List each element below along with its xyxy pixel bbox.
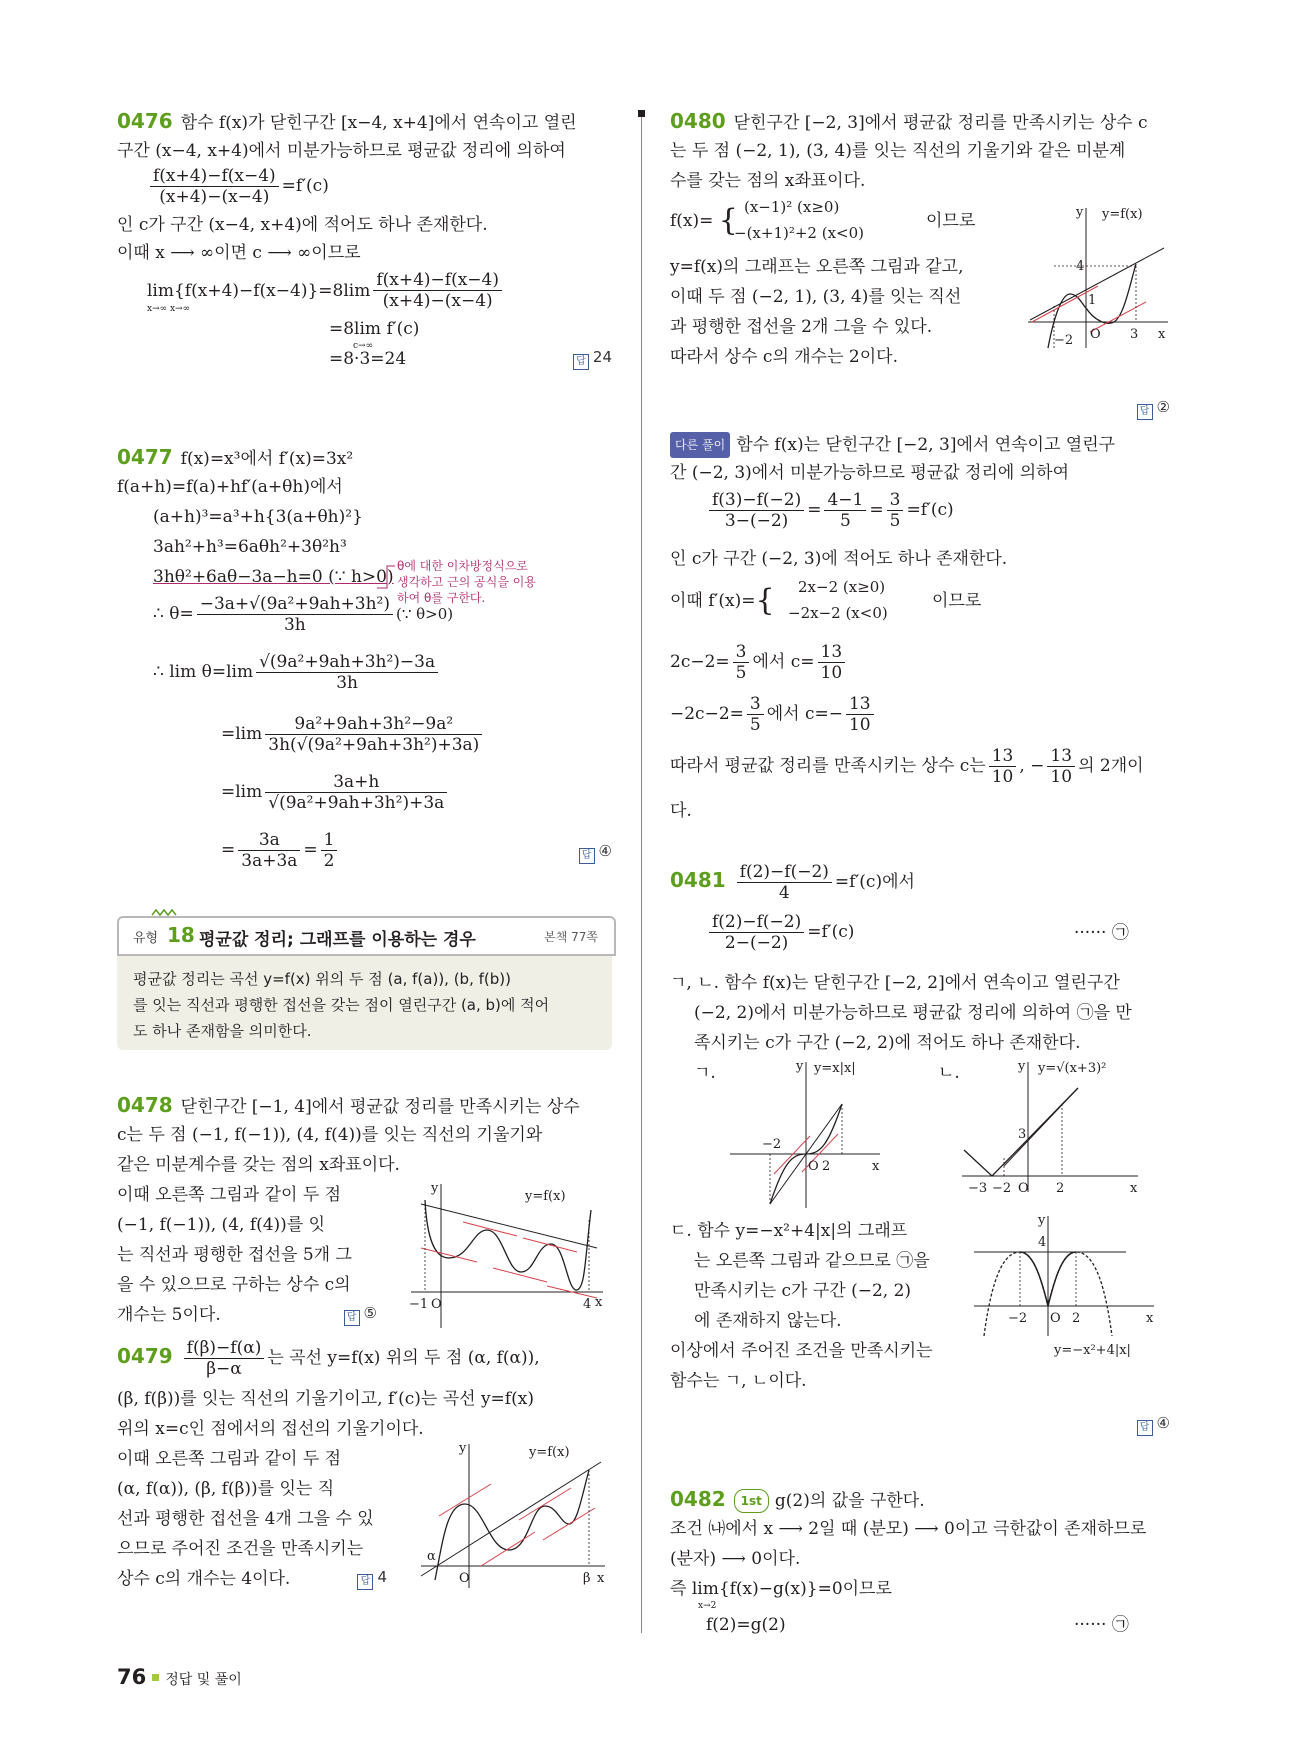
fraction (373, 270, 502, 311)
numerator: f(x+4)−f(x−4) (150, 166, 279, 187)
denominator: 3a+3a (241, 851, 298, 871)
problem-number: 0477 (117, 445, 173, 469)
square-icon (152, 1674, 159, 1681)
fraction (747, 694, 764, 735)
p0481-line7: 는 오른쪽 그림과 같으므로 ㉠을 (694, 1251, 930, 1271)
text: lim{f(x+4)−f(x−4)}=8lim (147, 280, 371, 301)
fraction (709, 912, 804, 953)
fraction (824, 490, 866, 531)
answer-0476 (573, 348, 612, 370)
text: 이므로 (926, 211, 976, 231)
text: 에서 c=− (766, 704, 843, 724)
fraction (709, 490, 804, 531)
graph-0480 (1026, 204, 1170, 350)
tick-label: 4 (1038, 1235, 1047, 1250)
origin-label: O (1018, 1181, 1029, 1194)
text: =f′(c) (281, 176, 329, 196)
numerator: 3 (733, 642, 750, 663)
subscript: x→2 (698, 1601, 717, 1611)
type-body (117, 956, 612, 1050)
answer-0477 (579, 842, 612, 864)
p0480-alt-line5: 이때 f′(x)={ (670, 583, 775, 618)
text: 이므로 (932, 591, 982, 611)
numerator: 3a+h (265, 772, 447, 793)
tick-label: 2 (822, 1159, 831, 1174)
p0480-line3: 수를 갖는 점의 x좌표이다. (670, 171, 866, 191)
graph-0481-b (958, 1058, 1144, 1194)
p0478-line7: 을 수 있으므로 구하는 상수 c의 (117, 1275, 351, 1295)
note-bracket (377, 558, 397, 598)
numerator: 13 (818, 642, 846, 663)
x-label: x (595, 1295, 603, 1310)
graph-0481-a (726, 1058, 886, 1210)
graph-0478 (407, 1180, 607, 1330)
p0479-line2: (β, f(β))를 잇는 직선의 기울기이고, f′(c)는 곡선 y=f(x) (117, 1389, 534, 1409)
p0480-alt-line6 (670, 642, 848, 683)
tick-label: −2 (762, 1137, 782, 1152)
x-label: x (1146, 1311, 1154, 1326)
fraction (818, 642, 846, 683)
p0480-line5: 이때 두 점 (−2, 1), (3, 4)를 잇는 직선 (670, 287, 962, 307)
fraction (989, 746, 1017, 787)
graph-label-a: ㄱ. (694, 1063, 716, 1083)
numerator: √(9a²+9ah+3h²)−3a (256, 652, 438, 673)
piece-2: −(x+1)²+2 (x<0) (734, 224, 865, 242)
curve (425, 1200, 591, 1290)
denominator: 2 (323, 851, 335, 871)
p0479-line3: 위의 x=c인 점에서의 접선의 기울기이다. (117, 1419, 424, 1439)
answer-value: ⑤ (363, 1304, 377, 1322)
denominator: 3h(√(9a²+9ah+3h²)+3a) (268, 735, 480, 755)
text: 함수 f(x)는 닫힌구간 [−2, 3]에서 연속이고 열린구 (736, 435, 1116, 455)
p0477-line10: = $\frac{3a}{3a+3a}$ = $\frac{1}{2}$ (221, 830, 340, 871)
denominator: (x+4)−(x−4) (159, 187, 270, 207)
p0480-alt-line1 (670, 432, 1115, 458)
answer-value: 24 (592, 348, 612, 366)
text: 에서 c= (752, 652, 815, 672)
denominator: 10 (1050, 767, 1073, 787)
denominator: 10 (991, 767, 1014, 787)
fraction (256, 652, 438, 693)
text: ∴ θ= (153, 604, 194, 624)
denominator: (x+4)−(x−4) (382, 291, 493, 311)
tick-label: 3 (1130, 327, 1139, 342)
numerator: 13 (846, 694, 874, 715)
p0478-line1 (117, 1094, 580, 1118)
p0481-line2 (706, 912, 854, 953)
p0481-line5: 족시키는 c가 구간 (−2, 2)에 적어도 하나 존재한다. (694, 1033, 1081, 1053)
tick-label: −1 (409, 1297, 429, 1312)
numerator: 4−1 (824, 490, 866, 511)
p0477-line6 (153, 594, 453, 635)
y-label: y (1018, 1059, 1026, 1074)
numerator: f(β)−f(α) (184, 1338, 265, 1359)
p0481-line6: ㄷ. 함수 y=−x²+4|x|의 그래프 (670, 1221, 908, 1241)
type-ref: 본책 77쪽 (544, 930, 598, 944)
y-label: y (796, 1059, 804, 1074)
footer-title: 정답 및 풀이 (165, 1672, 242, 1688)
problem-number: 0479 (117, 1344, 173, 1368)
type-number: 18 (167, 923, 195, 947)
y-label: y (1076, 205, 1084, 220)
x-label: x (1130, 1181, 1138, 1194)
tangent-line (463, 1222, 517, 1236)
p0476-line4: 이때 x ⟶ ∞이면 c ⟶ ∞이므로 (117, 243, 361, 263)
denominator: 3h (336, 673, 358, 693)
numerator: 3 (887, 490, 904, 511)
p0478-line6: 는 직선과 평행한 접선을 5개 그 (117, 1245, 352, 1265)
tick-label: 2 (1072, 1311, 1081, 1326)
curve (435, 1470, 589, 1580)
graph-0481-c (970, 1212, 1160, 1360)
p0478-line8: 개수는 5이다. (117, 1305, 221, 1325)
numerator: 9a²+9ah+3h²−9a² (265, 714, 482, 735)
type-title: 평균값 정리; 그래프를 이용하는 경우 (199, 930, 476, 950)
y-label: y (431, 1181, 439, 1196)
p0482-line1 (670, 1488, 925, 1513)
answer-0480 (1137, 398, 1170, 420)
origin-label: O (1050, 1311, 1061, 1326)
numerator: 3 (747, 694, 764, 715)
denominator: 5 (889, 511, 901, 531)
numerator: 13 (1047, 746, 1075, 767)
tangent-line (439, 1484, 491, 1516)
p0477-line9 (221, 772, 450, 813)
p0476-fraction (147, 166, 329, 207)
fraction (197, 594, 393, 635)
denominator: 5 (735, 663, 747, 683)
p0478-line3: 같은 미분계수를 갖는 점의 x좌표이다. (117, 1155, 400, 1175)
p0480-alt-line9: 다. (670, 801, 692, 821)
p0482-line4 (670, 1578, 892, 1611)
text: , − (1019, 756, 1045, 776)
tick-label: 1 (1088, 293, 1097, 308)
numerator: 1 (321, 830, 338, 851)
tick-label: −2 (1008, 1311, 1028, 1326)
answer-icon: 답 (357, 1574, 373, 1590)
p0480-alt-line8 (670, 746, 1144, 787)
y-label: y (459, 1441, 467, 1456)
secant-line (421, 1204, 597, 1248)
tick-label: −2 (1054, 333, 1074, 348)
type-body-line: 평균값 정리는 곡선 y=f(x) 위의 두 점 (a, f(a)), (b, f(b)) (133, 970, 511, 988)
subscript: c→∞ (353, 341, 374, 351)
answer-value: 4 (377, 1568, 387, 1586)
fraction (150, 166, 279, 207)
answer-icon: 답 (579, 848, 595, 864)
denominator: 3−(−2) (724, 511, 789, 531)
fraction (1047, 746, 1075, 787)
fraction (265, 772, 447, 813)
tick-label: 4 (583, 1297, 592, 1312)
tick-label: −2 (992, 1181, 1012, 1194)
p0476-line1 (117, 110, 577, 134)
numerator: 3a (238, 830, 300, 851)
answer-icon: 답 (344, 1310, 360, 1326)
text: =lim (221, 724, 263, 744)
denominator: 10 (848, 715, 871, 735)
p0476-line3: 인 c가 구간 (x−4, x+4)에 적어도 하나 존재한다. (117, 215, 488, 235)
p0477-line7 (153, 652, 441, 693)
text: −2c−2= (670, 704, 744, 724)
step-badge: 1st (734, 1489, 769, 1513)
p0482-tag: ······ ㉠ (1074, 1615, 1129, 1635)
curve-label: y=f(x) (1102, 207, 1143, 222)
text: 2c−2= (670, 652, 730, 672)
text: 닫힌구간 [−2, 3]에서 평균값 정리를 만족시키는 상수 c (733, 113, 1148, 133)
denominator: β−α (206, 1359, 242, 1379)
text: 따라서 평균값 정리를 만족시키는 상수 c는 (670, 756, 986, 776)
text: 즉 lim{f(x)−g(x)}=0이므로 (670, 1579, 892, 1599)
origin-label: O (431, 1297, 442, 1312)
p0477-line3: (a+h)³=a³+h{3(a+θh)²} (153, 507, 363, 527)
origin-label: O (808, 1159, 819, 1174)
p0480-line2: 는 두 점 (−2, 1), (3, 4)를 잇는 직선의 기울기와 같은 미분계 (670, 141, 1126, 161)
p0481-line1 (670, 862, 915, 903)
page-number: 76 (117, 1665, 147, 1689)
answer-icon: 답 (1137, 1420, 1153, 1436)
fraction (887, 490, 904, 531)
p0480-alt-line4: 인 c가 구간 (−2, 3)에 적어도 하나 존재한다. (670, 549, 1008, 569)
p0477-line1 (117, 446, 353, 470)
p0482-line5: f(2)=g(2) (706, 1615, 786, 1635)
text: =8lim f′(c) (329, 319, 420, 339)
x-label: x (1158, 327, 1166, 342)
type-body-line: 를 잇는 직선과 평행한 접선을 갖는 점이 열린구간 (a, b)에 적어 (133, 996, 550, 1014)
type-head (119, 918, 614, 954)
p0480-line6: 과 평행한 접선을 2개 그을 수 있다. (670, 317, 933, 337)
fraction (321, 830, 338, 871)
tick-label: 3 (1018, 1127, 1027, 1142)
origin-label: O (1090, 327, 1101, 342)
p0476-limit2 (329, 318, 420, 351)
answer-0478 (344, 1304, 377, 1326)
p0479-line7: 으므로 주어진 조건을 만족시키는 (117, 1539, 364, 1559)
tick-label: −3 (968, 1181, 988, 1194)
p0479-line8: 상수 c의 개수는 4이다. (117, 1569, 291, 1589)
p0477-line2: f(a+h)=f(a)+hf′(a+θh)에서 (117, 477, 343, 497)
p0481-line9: 에 존재하지 않는다. (694, 1311, 842, 1331)
numerator: f(2)−f(−2) (709, 912, 804, 933)
text: = (303, 840, 318, 860)
p0476-line2: 구간 (x−4, x+4)에서 미분가능하므로 평균값 정리에 의하여 (117, 141, 566, 161)
fraction (184, 1338, 265, 1379)
curve-label: y=f(x) (529, 1445, 570, 1460)
tangent-line (523, 1238, 577, 1252)
problem-number: 0478 (117, 1093, 173, 1117)
fraction (737, 862, 832, 903)
text: 의 2개이 (1078, 756, 1144, 776)
note-line: θ에 대한 이차방정식으로 (397, 559, 528, 573)
fraction (238, 830, 300, 871)
denominator: 5 (840, 511, 851, 531)
denominator: 3h (283, 615, 306, 635)
piece-2: −2x−2 (x<0) (788, 604, 888, 622)
text: 는 곡선 y=f(x) 위의 두 점 (α, f(α)), (267, 1348, 540, 1368)
alpha-label: α (427, 1549, 436, 1564)
numerator: f(x+4)−f(x−4) (373, 270, 502, 291)
answer-0481 (1137, 1414, 1170, 1436)
text: f(x)= (670, 211, 714, 231)
text: ∴ lim θ=lim (153, 662, 254, 682)
tangent-line (481, 1532, 535, 1566)
answer-value: ④ (598, 842, 612, 860)
numerator: 13 (989, 746, 1017, 767)
numerator: f(2)−f(−2) (737, 862, 832, 883)
tangent-line (421, 1248, 477, 1262)
denominator: 4 (778, 883, 790, 903)
secant-line (1030, 248, 1164, 320)
problem-number: 0481 (670, 868, 726, 892)
note-line: 하여 θ를 구한다. (397, 591, 486, 605)
graph-label-b: ㄴ. (938, 1063, 960, 1083)
text: 함수 f(x)가 닫힌구간 [x−4, x+4]에서 연속이고 열린 (180, 113, 577, 133)
numerator: −3a+√(9a²+9ah+3h²) (197, 594, 393, 615)
piece-1: 2x−2 (x≥0) (798, 578, 886, 596)
fraction (265, 714, 482, 755)
alt-solution-badge: 다른 풀이 (670, 432, 730, 458)
p0478-line5: (−1, f(−1)), (4, f(4))를 잇 (117, 1215, 326, 1235)
note-line: 생각하고 근의 공식을 이용 (397, 575, 536, 589)
fraction (733, 642, 750, 683)
p0482-line2: 조건 ㈏에서 x ⟶ 2일 때 (분모) ⟶ 0이고 극한값이 존재하므로 (670, 1519, 1147, 1539)
p0481-line11: 함수는 ㄱ, ㄴ이다. (670, 1371, 807, 1391)
text: =f′(c) (807, 922, 855, 942)
answer-icon: 답 (573, 354, 589, 370)
secant-line (421, 1462, 601, 1576)
p0480-alt-line2: 간 (−2, 3)에서 미분가능하므로 평균값 정리에 의하여 (670, 463, 1069, 483)
p0480-line4: y=f(x)의 그래프는 오른쪽 그림과 같고, (670, 257, 964, 277)
p0481-line4: (−2, 2)에서 미분가능하므로 평균값 정리에 의하여 ㉠을 만 (694, 1003, 1132, 1023)
type-header (117, 916, 616, 956)
answer-value: ② (1156, 398, 1170, 416)
denominator: 10 (820, 663, 843, 683)
text: =lim (221, 782, 263, 802)
answer-icon: 답 (1137, 404, 1153, 420)
p0477-line8 (221, 714, 485, 755)
origin-label: O (459, 1571, 470, 1586)
denominator: 2−(−2) (724, 933, 789, 953)
p0479-line5: (α, f(α)), (β, f(β))를 잇는 직 (117, 1479, 335, 1499)
tick-label: 4 (1076, 259, 1085, 274)
curve-label: y=x|x| (814, 1061, 856, 1076)
text: =f′(c)에서 (834, 872, 915, 892)
type-label: 유형 (133, 931, 159, 946)
p0480-alt-line7 (670, 694, 877, 735)
fraction (846, 694, 874, 735)
denominator: 5 (749, 715, 761, 735)
problem-number: 0480 (670, 109, 726, 133)
p0476-limit1 (147, 270, 505, 314)
denominator: √(9a²+9ah+3h²)+3a (268, 793, 445, 813)
p0479-line6: 선과 평행한 접선을 4개 그을 수 있 (117, 1509, 374, 1529)
p0479-line1 (117, 1338, 540, 1379)
tangent-line (493, 1268, 547, 1282)
p0480-piecewise: f(x)= { (670, 203, 738, 238)
answer-value: ④ (1156, 1414, 1170, 1432)
beta-label: β (583, 1571, 591, 1586)
secant-line (1004, 1088, 1078, 1166)
p0482-line3: (분자) ⟶ 0이다. (670, 1549, 801, 1569)
text: f(x)=x³에서 f′(x)=3x² (180, 449, 354, 469)
p0477-line5: 3hθ²+6aθ−3a−h=0 (∵ h>0) (153, 567, 394, 587)
footer (117, 1665, 242, 1689)
text: g(2)의 값을 구한다. (774, 1491, 925, 1511)
numerator: f(3)−f(−2) (709, 490, 804, 511)
subscript: x→∞ x→∞ (147, 303, 191, 314)
p0481-line10: 이상에서 주어진 조건을 만족시키는 (670, 1341, 933, 1361)
p0480-line7: 따라서 상수 c의 개수는 2이다. (670, 347, 898, 367)
p0476-limit3: =8·3=24 (329, 349, 407, 369)
p0481-line3: ㄱ, ㄴ. 함수 f(x)는 닫힌구간 [−2, 2]에서 연속이고 열린구간 (670, 973, 1120, 993)
p0481-line8: 만족시키는 c가 구간 (−2, 2) (694, 1281, 912, 1301)
column-divider (641, 113, 642, 1633)
tangent-line (543, 1508, 595, 1540)
curve-label: y=√(x+3)² (1038, 1061, 1107, 1076)
x-label: x (872, 1159, 880, 1174)
answer-0479 (357, 1568, 387, 1590)
p0478-line4: 이때 오른쪽 그림과 같이 두 점 (117, 1185, 342, 1205)
problem-number: 0482 (670, 1487, 726, 1511)
curve-label: y=f(x) (525, 1189, 566, 1204)
p0478-line2: c는 두 점 (−1, f(−1)), (4, f(4))를 잇는 직선의 기울기와 (117, 1125, 543, 1145)
text: 이때 f′(x)= (670, 591, 756, 611)
text: 닫힌구간 [−1, 4]에서 평균값 정리를 만족시키는 상수 (180, 1097, 580, 1117)
p0480-alt-line3: $\frac{f(3)-f(-2)}{3-(-2)}$ = $\frac{4-1}{5}$ = $\frac{3}{5}$ =f′(c) (706, 490, 954, 531)
problem-number: 0476 (117, 109, 173, 133)
tick-label: 2 (1056, 1181, 1065, 1194)
p0480-line1 (670, 110, 1148, 134)
p0477-line4: 3ah²+h³=6aθh²+3θ²h³ (153, 537, 347, 557)
type-body-line: 도 하나 존재함을 의미한다. (133, 1022, 312, 1040)
text: =f′(c) (906, 500, 954, 520)
piece-1: (x−1)² (x≥0) (744, 198, 840, 216)
curve-label: y=−x²+4|x| (1054, 1343, 1131, 1358)
y-label: y (1038, 1213, 1046, 1228)
text: (∵ θ>0) (395, 605, 454, 623)
x-label: x (597, 1571, 605, 1586)
p0479-line4: 이때 오른쪽 그림과 같이 두 점 (117, 1449, 342, 1469)
p0481-tag: ······ ㉠ (1074, 923, 1129, 943)
graph-0479 (417, 1440, 612, 1590)
tangent-line (519, 1488, 571, 1520)
